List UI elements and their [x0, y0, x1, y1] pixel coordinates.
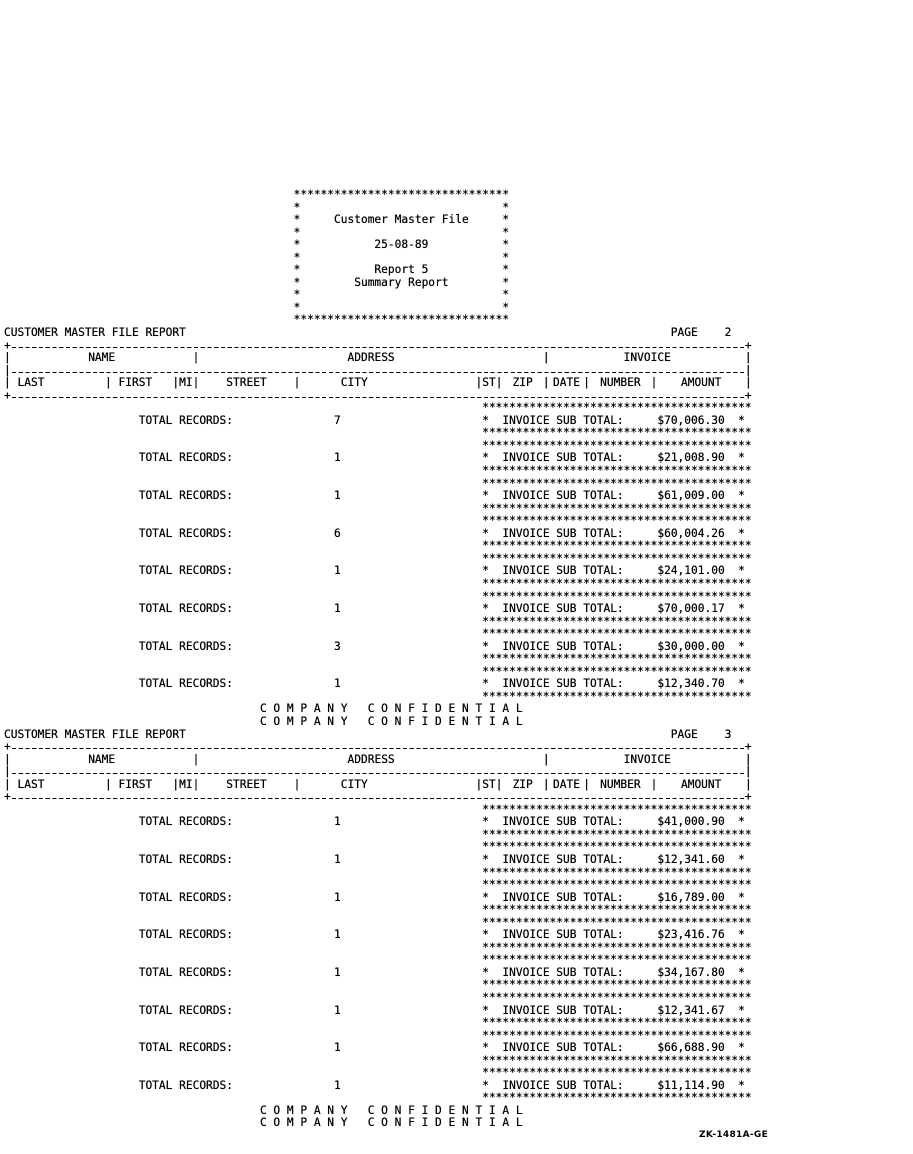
- invoice-subtotal-label: INVOICE SUB TOTAL:: [502, 965, 624, 979]
- report-page-3: [4, 729, 752, 1131]
- summary-row: [4, 402, 752, 440]
- box-star: *: [738, 852, 745, 866]
- total-records-value: 1: [334, 1078, 341, 1092]
- box-star: *: [738, 526, 745, 540]
- summary-row: [4, 992, 752, 1030]
- page-head: [4, 327, 752, 340]
- report-title: CUSTOMER MASTER FILE REPORT: [4, 326, 186, 340]
- invoice-subtotal-label: INVOICE SUB TOTAL:: [502, 890, 624, 904]
- col-street: STREET: [226, 777, 267, 791]
- box-star: *: [502, 263, 510, 277]
- box-star: *: [738, 677, 745, 691]
- dashed-line: [11, 340, 745, 353]
- invoice-subtotal-amount: $41,000.90: [657, 815, 725, 829]
- asterisk-border: ****************************************: [482, 627, 752, 641]
- asterisk-border: ****************************************: [482, 1066, 752, 1080]
- header-divider: | |: [4, 765, 752, 779]
- invoice-subtotal-amount: $70,006.30: [657, 413, 725, 427]
- summary-row: [4, 591, 752, 629]
- invoice-subtotal-label: INVOICE SUB TOTAL:: [502, 602, 624, 616]
- corner-plus: +: [4, 740, 11, 754]
- asterisk-border: ****************************************: [482, 689, 752, 703]
- page-label: PAGE: [670, 727, 698, 741]
- invoice-subtotal-amount: $66,688.90: [657, 1041, 725, 1055]
- summary-row: [4, 1030, 752, 1068]
- group-header-row: | NAME | ADDRESS | INVOICE |: [4, 351, 752, 365]
- page-number: 3: [724, 727, 732, 741]
- box-star: *: [293, 300, 301, 314]
- col-amount: AMOUNT: [680, 376, 722, 390]
- group-address: ADDRESS: [347, 752, 395, 766]
- invoice-subtotal-label: INVOICE SUB TOTAL:: [502, 489, 624, 503]
- total-records-label: TOTAL RECORDS:: [138, 928, 233, 942]
- asterisk-border: ****************************************: [482, 539, 752, 553]
- box-star: *: [502, 200, 510, 214]
- corner-plus: +: [744, 790, 752, 804]
- box-star: *: [738, 639, 745, 653]
- invoice-subtotal-amount: $61,009.00: [657, 489, 725, 503]
- box-star: *: [738, 890, 745, 904]
- total-records-label: TOTAL RECORDS:: [138, 602, 233, 616]
- invoice-subtotal-label: INVOICE SUB TOTAL:: [502, 1078, 624, 1092]
- asterisk-border: ****************************************: [482, 953, 752, 967]
- figure-label: ZK-1481A-GE: [699, 1130, 769, 1140]
- box-star: *: [482, 815, 489, 829]
- box-star: *: [293, 200, 301, 214]
- box-star: *: [482, 928, 489, 942]
- table-border-top: [4, 741, 752, 754]
- total-records-value: 1: [334, 564, 341, 578]
- total-records-label: TOTAL RECORDS:: [138, 1078, 233, 1092]
- asterisk-border: ****************************************: [482, 827, 752, 841]
- asterisk-border: ****************************************: [482, 1016, 752, 1030]
- summary-row: [4, 917, 752, 955]
- confidential-line: C O M P A N Y C O N F I D E N T I A L: [259, 714, 523, 728]
- invoice-subtotal-label: INVOICE SUB TOTAL:: [502, 815, 624, 829]
- asterisk-border: ****************************************: [482, 878, 752, 892]
- invoice-subtotal-label: INVOICE SUB TOTAL:: [502, 1003, 624, 1017]
- box-star: *: [738, 413, 745, 427]
- corner-plus: +: [4, 388, 11, 402]
- total-records-value: 1: [334, 965, 341, 979]
- asterisk-border: ****************************************: [482, 903, 752, 917]
- column-header-row: | LAST | FIRST | MI | STREET | CITY | ST | ZIP | DATE | NUMBER | AMOUNT |: [4, 376, 752, 390]
- invoice-subtotal-amount: $24,101.00: [657, 564, 725, 578]
- total-records-label: TOTAL RECORDS:: [138, 815, 233, 829]
- box-star: *: [482, 852, 489, 866]
- box-star: *: [482, 526, 489, 540]
- asterisk-border: ****************************************: [482, 551, 752, 565]
- invoice-subtotal-label: INVOICE SUB TOTAL:: [502, 1041, 624, 1055]
- box-star: *: [482, 413, 489, 427]
- col-st: ST: [482, 376, 496, 390]
- box-star: *: [738, 602, 745, 616]
- confidential-line: C O M P A N Y C O N F I D E N T I A L: [259, 1116, 523, 1130]
- total-records-value: 3: [334, 639, 341, 653]
- summary-row: [4, 879, 752, 917]
- corner-plus: +: [744, 740, 752, 754]
- total-records-label: TOTAL RECORDS:: [138, 413, 233, 427]
- asterisk-border: ****************************************: [482, 438, 752, 452]
- corner-plus: +: [744, 338, 752, 352]
- asterisk-border: ****************************************: [482, 514, 752, 528]
- group-invoice: INVOICE: [623, 351, 671, 365]
- invoice-subtotal-amount: $70,000.17: [657, 602, 725, 616]
- box-star: *: [482, 890, 489, 904]
- report-title: CUSTOMER MASTER FILE REPORT: [4, 727, 186, 741]
- corner-plus: +: [4, 338, 11, 352]
- table-border-bottom: [4, 791, 752, 804]
- total-records-value: 6: [334, 526, 341, 540]
- invoice-subtotal-amount: $30,000.00: [657, 639, 725, 653]
- box-star: *: [482, 965, 489, 979]
- table-border-top: [4, 340, 752, 353]
- page-label: PAGE: [670, 326, 698, 340]
- page-number: 2: [724, 326, 732, 340]
- invoice-subtotal-amount: $12,341.67: [657, 1003, 725, 1017]
- asterisk-border: ****************************************: [482, 940, 752, 954]
- col-city: CITY: [340, 777, 368, 791]
- header-divider: | |: [4, 363, 752, 377]
- asterisk-border: ****************************************: [482, 476, 752, 490]
- box-star: *: [502, 288, 510, 302]
- invoice-subtotal-amount: $60,004.26: [657, 526, 725, 540]
- box-star: *: [738, 1041, 745, 1055]
- box-star: *: [738, 1078, 745, 1092]
- asterisk-border: ****************************************: [482, 614, 752, 628]
- box-star: *: [502, 300, 510, 314]
- box-star: *: [738, 451, 745, 465]
- summary-row: [4, 440, 752, 478]
- col-last: LAST: [17, 777, 45, 791]
- col-zip: ZIP: [512, 376, 533, 390]
- asterisk-border: ********************************: [293, 188, 510, 201]
- banner-date: 25-08-89: [374, 238, 429, 252]
- summary-row: [4, 553, 752, 591]
- report-document: [4, 189, 752, 1130]
- asterisk-border: ****************************************: [482, 664, 752, 678]
- box-star: *: [482, 1003, 489, 1017]
- group-invoice: INVOICE: [623, 752, 671, 766]
- summary-row: [4, 666, 752, 704]
- asterisk-border: ****************************************: [482, 840, 752, 854]
- asterisk-border: ****************************************: [482, 865, 752, 879]
- box-star: *: [293, 250, 301, 264]
- col-city: CITY: [340, 376, 368, 390]
- box-star: *: [482, 1041, 489, 1055]
- col-last: LAST: [17, 376, 45, 390]
- asterisk-border: ****************************************: [482, 802, 752, 816]
- invoice-subtotal-amount: $23,416.76: [657, 928, 725, 942]
- col-date: DATE: [552, 777, 580, 791]
- box-star: *: [482, 564, 489, 578]
- confidential-line: C O M P A N Y C O N F I D E N T I A L: [259, 702, 523, 716]
- group-address: ADDRESS: [347, 351, 395, 365]
- total-records-label: TOTAL RECORDS:: [138, 677, 233, 691]
- corner-plus: +: [744, 388, 752, 402]
- invoice-subtotal-amount: $11,114.90: [657, 1078, 725, 1092]
- dashed-line: [11, 741, 745, 754]
- asterisk-border: ****************************************: [482, 652, 752, 666]
- dashed-line: [11, 365, 745, 378]
- box-star: *: [293, 288, 301, 302]
- summary-row: [4, 804, 752, 842]
- asterisk-border: ****************************************: [482, 576, 752, 590]
- total-records-value: 1: [334, 815, 341, 829]
- box-star: *: [502, 238, 510, 252]
- asterisk-border: ****************************************: [482, 915, 752, 929]
- invoice-subtotal-label: INVOICE SUB TOTAL:: [502, 564, 624, 578]
- asterisk-border: ****************************************: [482, 978, 752, 992]
- summary-row: [4, 1067, 752, 1105]
- asterisk-border: ****************************************: [482, 1053, 752, 1067]
- invoice-subtotal-label: INVOICE SUB TOTAL:: [502, 928, 624, 942]
- total-records-label: TOTAL RECORDS:: [138, 890, 233, 904]
- summary-row: [4, 515, 752, 553]
- box-star: *: [482, 1078, 489, 1092]
- summary-row: [4, 841, 752, 879]
- column-header-row: | LAST | FIRST | MI | STREET | CITY | ST | ZIP | DATE | NUMBER | AMOUNT |: [4, 777, 752, 791]
- invoice-subtotal-amount: $16,789.00: [657, 890, 725, 904]
- box-star: *: [502, 275, 510, 289]
- col-number: NUMBER: [600, 376, 641, 390]
- page-head: [4, 729, 752, 742]
- box-star: *: [482, 602, 489, 616]
- total-records-value: 1: [334, 602, 341, 616]
- invoice-subtotal-amount: $21,008.90: [657, 451, 725, 465]
- total-records-value: 1: [334, 1003, 341, 1017]
- col-st: ST: [482, 777, 496, 791]
- banner-title: Customer Master File: [334, 213, 469, 227]
- col-mi: MI: [179, 376, 193, 390]
- group-header-row: | NAME | ADDRESS | INVOICE |: [4, 752, 752, 766]
- total-records-label: TOTAL RECORDS:: [138, 489, 233, 503]
- invoice-subtotal-amount: $12,341.60: [657, 852, 725, 866]
- box-star: *: [738, 815, 745, 829]
- total-records-label: TOTAL RECORDS:: [138, 1041, 233, 1055]
- box-star: *: [738, 928, 745, 942]
- col-street: STREET: [226, 376, 267, 390]
- invoice-subtotal-label: INVOICE SUB TOTAL:: [502, 677, 624, 691]
- group-name: NAME: [88, 752, 116, 766]
- asterisk-border: ****************************************: [482, 464, 752, 478]
- asterisk-border: ****************************************: [482, 401, 752, 415]
- total-records-label: TOTAL RECORDS:: [138, 852, 233, 866]
- invoice-subtotal-label: INVOICE SUB TOTAL:: [502, 451, 624, 465]
- report-title-box: [294, 189, 510, 327]
- box-star: *: [502, 225, 510, 239]
- box-star: *: [293, 225, 301, 239]
- invoice-subtotal-label: INVOICE SUB TOTAL:: [502, 413, 624, 427]
- col-number: NUMBER: [600, 777, 641, 791]
- invoice-subtotal-label: INVOICE SUB TOTAL:: [502, 526, 624, 540]
- dashed-line: [11, 766, 745, 779]
- box-star: *: [738, 564, 745, 578]
- total-records-label: TOTAL RECORDS:: [138, 451, 233, 465]
- box-star: *: [482, 489, 489, 503]
- total-records-label: TOTAL RECORDS:: [138, 564, 233, 578]
- asterisk-border: ********************************: [293, 313, 510, 327]
- corner-plus: +: [4, 790, 11, 804]
- box-star: *: [738, 965, 745, 979]
- box-star: *: [502, 213, 510, 227]
- total-records-value: 1: [334, 489, 341, 503]
- box-star: *: [482, 451, 489, 465]
- total-records-label: TOTAL RECORDS:: [138, 526, 233, 540]
- group-name: NAME: [88, 351, 116, 365]
- col-date: DATE: [552, 376, 580, 390]
- banner-report-type: Summary Report: [354, 275, 449, 289]
- total-records-value: 1: [334, 1041, 341, 1055]
- dashed-line: [11, 791, 745, 804]
- total-records-label: TOTAL RECORDS:: [138, 965, 233, 979]
- summary-row: [4, 628, 752, 666]
- asterisk-border: ****************************************: [482, 1091, 752, 1105]
- total-records-label: TOTAL RECORDS:: [138, 639, 233, 653]
- box-star: *: [293, 238, 301, 252]
- col-first: FIRST: [118, 376, 153, 390]
- invoice-subtotal-label: INVOICE SUB TOTAL:: [502, 852, 624, 866]
- asterisk-border: ****************************************: [482, 426, 752, 440]
- total-records-value: 1: [334, 677, 341, 691]
- asterisk-border: ****************************************: [482, 1028, 752, 1042]
- invoice-subtotal-amount: $12,340.70: [657, 677, 725, 691]
- col-zip: ZIP: [512, 777, 533, 791]
- col-first: FIRST: [118, 777, 153, 791]
- box-star: *: [502, 250, 510, 264]
- asterisk-border: ****************************************: [482, 501, 752, 515]
- summary-row: [4, 954, 752, 992]
- total-records-label: TOTAL RECORDS:: [138, 1003, 233, 1017]
- dashed-line: [11, 390, 745, 403]
- box-star: *: [482, 639, 489, 653]
- box-star: *: [482, 677, 489, 691]
- invoice-subtotal-amount: $34,167.80: [657, 965, 725, 979]
- total-records-value: 7: [334, 413, 341, 427]
- total-records-value: 1: [334, 890, 341, 904]
- invoice-subtotal-label: INVOICE SUB TOTAL:: [502, 639, 624, 653]
- col-mi: MI: [179, 777, 193, 791]
- total-records-value: 1: [334, 852, 341, 866]
- table-border-bottom: [4, 390, 752, 403]
- summary-row: [4, 478, 752, 516]
- banner-report-number: Report 5: [374, 263, 429, 277]
- confidential-line: C O M P A N Y C O N F I D E N T I A L: [259, 1103, 523, 1117]
- box-star: *: [738, 1003, 745, 1017]
- asterisk-border: ****************************************: [482, 991, 752, 1004]
- box-star: *: [293, 263, 301, 277]
- total-records-value: 1: [334, 928, 341, 942]
- box-star: *: [738, 489, 745, 503]
- asterisk-border: ****************************************: [482, 589, 752, 603]
- total-records-value: 1: [334, 451, 341, 465]
- box-star: *: [293, 213, 301, 227]
- box-star: *: [293, 275, 301, 289]
- col-amount: AMOUNT: [680, 777, 722, 791]
- report-page-2: [4, 327, 752, 729]
